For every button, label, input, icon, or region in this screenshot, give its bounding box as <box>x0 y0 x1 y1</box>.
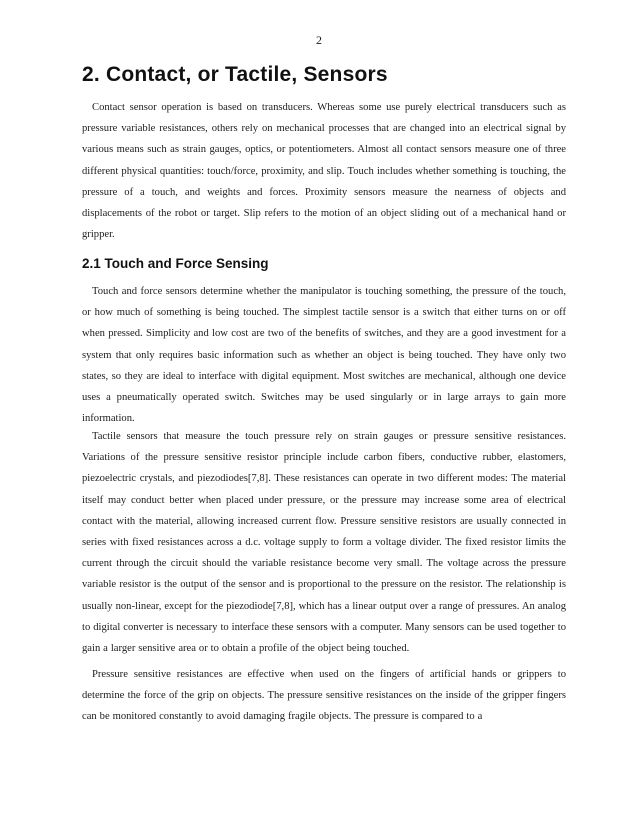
subsection-title: 2.1 Touch and Force Sensing <box>82 256 269 271</box>
section-title: 2. Contact, or Tactile, Sensors <box>82 63 388 86</box>
tactile-pressure-paragraph: Tactile sensors that measure the touch pressure rely on strain gauges or pressure sensitive resistances. Variations of the pressure sensitive resistor principle include carbon fibers, conductive rubber, elastomers, piezoelectric crystals, and piezodiodes[7,8]. These resistances can operate in two different modes: The material itself may conduct better when placed under pressure, or the pressure may increase some area of electrical contact with the material, allowing increased current flow. Pressure sensitive resistors are usually connected in series with fixed resistances across a d.c. voltage supply to form a voltage divider. The fixed resistor limits the current through the circuit should the variable resistance become very small. The voltage across the pressure variable resistor is the output of the sensor and is proportional to the pressure on the resistor. The relationship is usually non-linear, except for the piezodiode[7,8], which has a linear output over a range of pressures. An analog to digital converter is necessary to interface these sensors with a computer. Many sensors can be used together to gain a larger sensitive area or to obtain a profile of the object being touched. <box>82 431 566 655</box>
intro-paragraph: Contact sensor operation is based on transducers. Whereas some use purely electrical transducers such as pressure variable resistances, others rely on mechanical processes that are changed into an electrical signal by various means such as strain gauges, optics, or potentiometers. Almost all contact sensors measure one of three different physical quantities: touch/force, proximity, and slip. Touch includes whether something is touching, the pressure of a touch, and weights and forces. Proximity sensors measure the nearness of objects and displacements of the robot or target. Slip refers to the motion of an object sliding out of a mechanical hand or gripper. <box>82 102 566 241</box>
gripper-pressure-paragraph: Pressure sensitive resistances are effective when used on the fingers of artificial hands or grippers to determine the force of the grip on objects. The pressure sensitive resistances on the inside of the gripper fingers can be monitored constantly to avoid damaging fragile objects. The pressure is compared to a <box>82 669 566 723</box>
touch-force-paragraph: Touch and force sensors determine whether the manipulator is touching something, the pressure of the touch, or how much of something is being touched. The simplest tactile sensor is a switch that either turns on or off when pressed. Simplicity and low cost are two of the benefits of switches, and they are a good investment for a system that only requires basic information such as whether an object is being touched. They have only two states, so they are ideal to interface with digital equipment. Most switches are mechanical, although one device uses a pneumatically operated switch. Switches may be used singularly or in large arrays to gain more information. <box>82 286 566 425</box>
page-number: 2 <box>316 33 322 47</box>
